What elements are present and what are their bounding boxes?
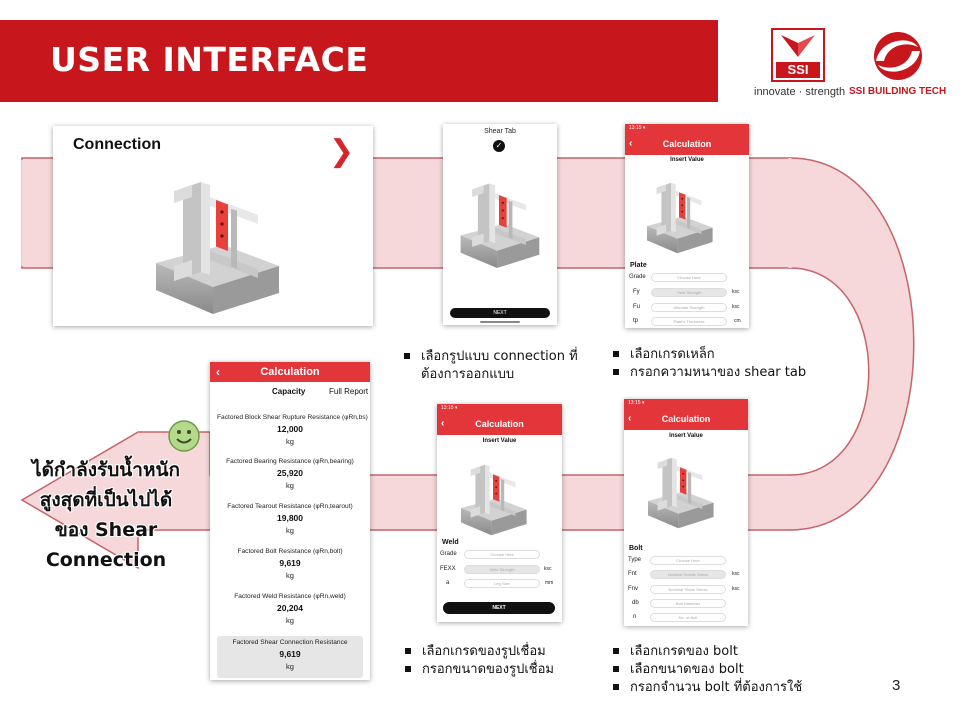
unit-label: ksc <box>544 566 552 572</box>
tp-input[interactable]: Plate's Thickness <box>651 317 727 326</box>
capacity-unit: kg <box>286 616 294 625</box>
section-title: Plate <box>630 262 647 269</box>
capacity-unit: kg <box>286 526 294 535</box>
capacity-value: 20,204 <box>277 603 303 613</box>
field-label: FEXX <box>440 566 456 572</box>
fnt-input[interactable]: Nominal Tensile Stress <box>650 570 726 579</box>
status-bar: 13:15 ▾ <box>437 404 562 413</box>
bolt-count-input[interactable]: No. of Bolt <box>650 613 726 622</box>
capacity-name: Factored Block Shear Rupture Resistance (φRn,bs) <box>217 414 368 421</box>
capacity-unit: kg <box>286 481 294 490</box>
unit-label: mm <box>545 580 554 586</box>
back-icon[interactable]: ‹ <box>441 418 445 429</box>
capacity-unit: kg <box>286 571 294 580</box>
caption-item: กรอกจำนวน bolt ที่ต้องการใช้ <box>611 679 851 697</box>
caption-step2 <box>611 346 851 382</box>
section-title: Weld <box>442 539 459 546</box>
plate-illustration <box>639 170 719 258</box>
unit-label: ksc <box>732 571 740 577</box>
fexx-input[interactable]: Weld Strength <box>464 565 540 574</box>
form-row <box>628 613 746 623</box>
weld-illustration <box>453 452 533 540</box>
chevron-right-icon[interactable]: ❯ <box>329 135 355 168</box>
capacity-value: 19,800 <box>277 513 303 523</box>
capacity-item <box>217 458 363 490</box>
capacity-name: Factored Shear Connection Resistance <box>232 639 348 646</box>
caption-item: เลือกรูปแบบ connection ที่ต้องการออกแบบ <box>402 348 612 384</box>
back-icon[interactable]: ‹ <box>628 413 632 424</box>
result-line: ได้กำลังรับน้ำหนัก <box>32 459 180 481</box>
status-bar: 13:15 ▾ <box>624 399 748 408</box>
capacity-value: 25,920 <box>277 468 303 478</box>
unit-label: ksc <box>732 586 740 592</box>
field-label: n <box>633 614 637 620</box>
shear-tab-illustration <box>451 166 547 276</box>
unit-label: ksc <box>732 289 740 295</box>
form-row <box>628 570 746 580</box>
caption-step1 <box>402 348 612 384</box>
capacity-name: Factored Bolt Resistance (φRn,bolt) <box>237 548 343 555</box>
capacity-item <box>217 414 368 446</box>
caption-item: เลือกเกรดเหล็ก <box>611 346 851 364</box>
screen-header <box>625 133 749 155</box>
capacity-name: Factored Tearout Resistance (φRn,tearout) <box>227 503 353 510</box>
shear-tab-title: Shear Tab <box>484 128 516 135</box>
field-label: Grade <box>440 551 457 557</box>
ssi-logo-mark-icon <box>781 35 815 57</box>
smiley-icon <box>167 419 201 453</box>
ssi-logo-text: SSI <box>776 62 820 78</box>
next-button[interactable]: NEXT <box>450 308 550 318</box>
field-label: db <box>632 600 639 606</box>
check-circle-icon[interactable]: ✓ <box>493 140 505 152</box>
form-row <box>628 556 746 566</box>
plate-screen <box>625 124 749 328</box>
brand-tagline: innovate · strength <box>754 86 846 98</box>
fy-input[interactable]: Yield Strength <box>651 288 727 297</box>
caption-item: เลือกขนาดของ bolt <box>611 661 851 679</box>
capacity-name: Factored Weld Resistance (φRn,weld) <box>234 593 346 600</box>
capacity-value: 9,619 <box>279 649 301 659</box>
fu-input[interactable]: Ultimate Strength <box>651 303 727 312</box>
form-row <box>628 585 746 595</box>
field-label: Fu <box>633 304 641 310</box>
capacity-screen <box>210 362 370 680</box>
bolt-diameter-input[interactable]: Bolt Diameter <box>650 599 726 608</box>
result-line: สูงสุดที่เป็นไปได้ <box>39 489 173 511</box>
screen-title: Calculation <box>661 414 711 424</box>
capacity-unit: kg <box>286 437 294 446</box>
result-line: ของ Shear <box>54 519 158 541</box>
result-text <box>6 455 206 575</box>
field-label: tp <box>633 318 639 324</box>
section-title: Bolt <box>629 545 643 552</box>
form-row <box>628 599 746 609</box>
caption-item: กรอกขนาดของรูปเชื่อม <box>403 661 603 679</box>
connection-illustration <box>141 158 291 323</box>
screen-header <box>210 362 370 382</box>
unit-label: ksc <box>732 304 740 310</box>
screen-title: Calculation <box>475 419 524 429</box>
bolt-type-select[interactable]: Choose Here <box>650 556 726 565</box>
back-icon[interactable]: ‹ <box>629 138 633 149</box>
capacity-item <box>217 503 363 535</box>
result-line: Connection <box>45 549 167 571</box>
screen-title: Calculation <box>260 366 320 378</box>
back-icon[interactable]: ‹ <box>216 365 220 379</box>
screen-subtitle: Insert Value <box>482 438 517 444</box>
capacity-unit: kg <box>286 662 294 671</box>
company-name: SSI BUILDING TECH <box>849 86 947 97</box>
leg-size-input[interactable]: Leg Size <box>464 579 540 588</box>
bolt-screen <box>624 399 748 626</box>
form-row <box>440 550 560 560</box>
caption-step3 <box>403 643 603 679</box>
caption-item: เลือกเกรดของรูปเชื่อม <box>403 643 603 661</box>
capacity-item <box>217 593 363 625</box>
screen-title: Calculation <box>662 139 712 149</box>
field-label: Type <box>628 557 642 563</box>
grade-select[interactable]: Choose Here <box>651 273 727 282</box>
fnv-input[interactable]: Nominal Shear Stress <box>650 585 726 594</box>
caption-step4 <box>611 643 851 697</box>
status-bar: 13:15 ▾ <box>625 124 749 133</box>
capacity-item <box>217 548 363 580</box>
shear-tab-card <box>443 124 557 325</box>
page-number: 3 <box>892 677 901 694</box>
bolt-illustration <box>640 445 720 533</box>
page-title: USER INTERFACE <box>50 40 369 79</box>
ssi-logo <box>771 28 825 82</box>
connection-card[interactable] <box>53 126 373 326</box>
weld-screen <box>437 404 562 622</box>
field-label: Fnv <box>628 586 639 592</box>
caption-item: กรอกความหนาของ shear tab <box>611 364 851 382</box>
form-row <box>629 273 747 283</box>
form-row <box>629 288 747 298</box>
next-button[interactable]: NEXT <box>443 602 555 614</box>
form-row <box>440 565 560 575</box>
screen-header <box>437 413 562 435</box>
capacity-name: Factored Bearing Resistance (φRn,bearing) <box>226 458 354 465</box>
capacity-value: 12,000 <box>277 424 303 434</box>
ssi-building-tech-logo-icon <box>866 31 930 81</box>
home-indicator <box>480 321 520 323</box>
screen-subtitle: Insert Value <box>670 157 704 163</box>
tab-full-report[interactable]: Full Report <box>329 387 369 396</box>
caption-item: เลือกเกรดของ bolt <box>611 643 851 661</box>
tab-capacity[interactable]: Capacity <box>272 387 306 396</box>
weld-grade-select[interactable]: Choose Here <box>464 550 540 559</box>
unit-label: cm <box>734 318 741 324</box>
screen-subtitle: Insert Value <box>669 433 703 439</box>
form-row <box>440 579 560 589</box>
capacity-value: 9,619 <box>279 558 301 568</box>
field-label: Fy <box>633 289 640 295</box>
field-label: a <box>446 580 450 586</box>
form-row <box>629 317 747 327</box>
field-label: Fnt <box>628 571 637 577</box>
screen-header <box>624 408 748 430</box>
capacity-item-highlight <box>217 636 363 678</box>
form-row <box>629 303 747 313</box>
connection-title: Connection <box>73 136 161 153</box>
field-label: Grade <box>629 274 646 280</box>
